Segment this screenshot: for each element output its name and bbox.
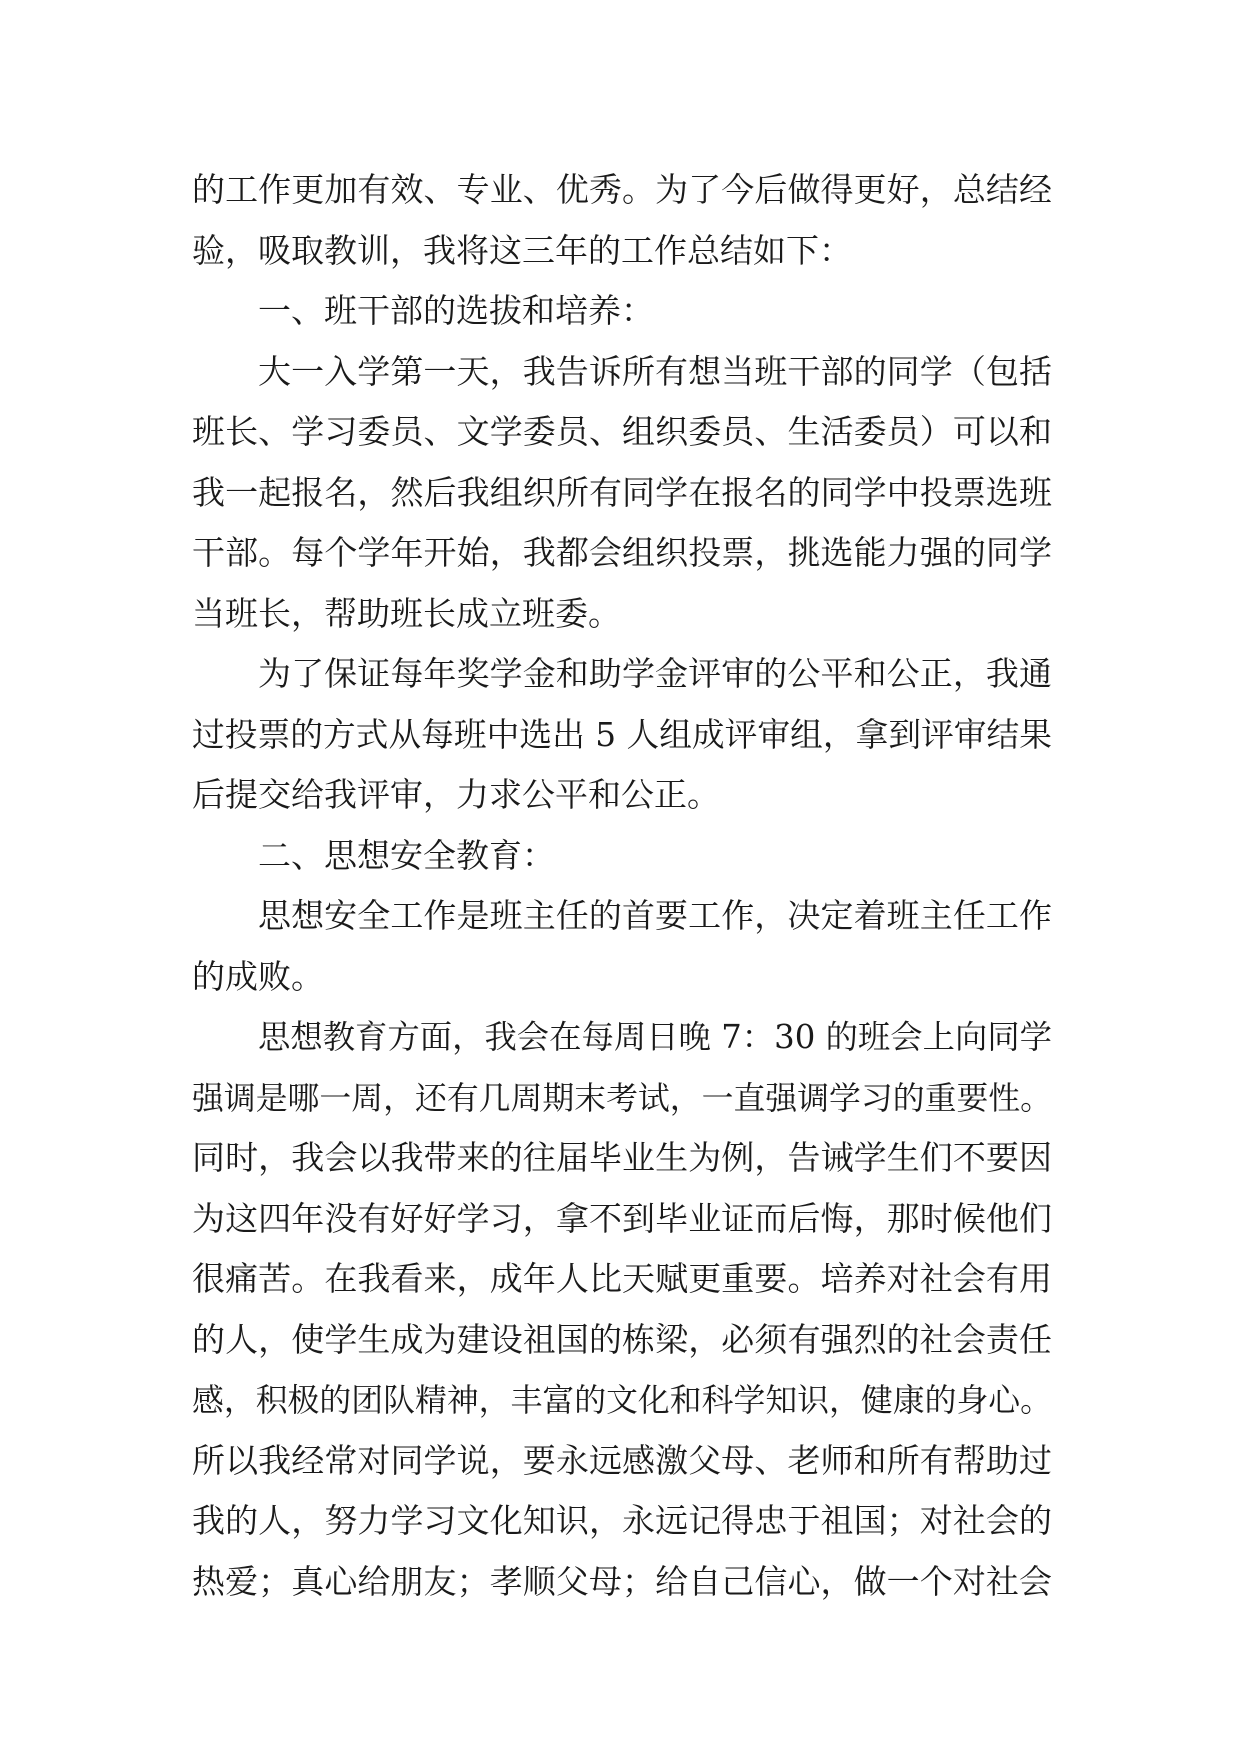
text-line: 当班长，帮助班长成立班委。 (192, 593, 621, 633)
text-line: 的工作更加有效、专业、优秀。为了今后做得更好，总结经 (192, 170, 1052, 209)
text-line: 强调是哪一周，还有几周期末考试，一直强调学习的重要性。 (192, 1078, 1052, 1117)
text-line: 感，积极的团队精神，丰富的文化和科学知识，健康的身心。 (192, 1381, 1052, 1419)
section-heading: 一、班干部的选拔和培养： (258, 291, 654, 330)
section-heading: 二、思想安全教育： (258, 835, 555, 875)
text-line: 为了保证每年奖学金和助学金评审的公平和公正，我通 (258, 654, 1052, 693)
text-line: 的人，使学生成为建设祖国的栋梁，必须有强烈的社会责任 (192, 1319, 1052, 1359)
text-line: 热爱；真心给朋友；孝顺父母；给自己信心，做一个对社会 (192, 1561, 1052, 1601)
text-line: 后提交给我评审，力求公平和公正。 (192, 775, 720, 814)
text-line: 很痛苦。在我看来，成年人比天赋更重要。培养对社会有用 (192, 1259, 1052, 1298)
text-line: 我的人，努力学习文化知识，永远记得忠于祖国；对社会的 (192, 1501, 1052, 1540)
text-line: 验，吸取教训，我将这三年的工作总结如下： (192, 230, 852, 270)
text-line: 过投票的方式从每班中选出 5 人组成评审组，拿到评审结果 (192, 715, 1052, 754)
text-line: 班长、学习委员、文学委员、组织委员、生活委员）可以和 (192, 412, 1052, 451)
text-line: 思想教育方面，我会在每周日晚 7：30 的班会上向同学 (258, 1018, 1052, 1056)
text-line: 为这四年没有好好学习，拿不到毕业证而后悔，那时候他们 (192, 1198, 1052, 1238)
text-line: 同时，我会以我带来的往届毕业生为例，告诫学生们不要因 (192, 1138, 1052, 1177)
text-line: 大一入学第一天，我告诉所有想当班干部的同学（包括 (258, 351, 1052, 391)
text-line: 的成败。 (192, 956, 324, 996)
text-line: 所以我经常对同学说，要永远感激父母、老师和所有帮助过 (192, 1440, 1052, 1480)
text-line: 思想安全工作是班主任的首要工作，决定着班主任工作 (258, 896, 1052, 935)
document-body (192, 160, 1052, 1612)
text-line: 我一起报名，然后我组织所有同学在报名的同学中投票选班 (192, 472, 1052, 512)
text-line: 干部。每个学年开始，我都会组织投票，挑选能力强的同学 (192, 533, 1052, 572)
